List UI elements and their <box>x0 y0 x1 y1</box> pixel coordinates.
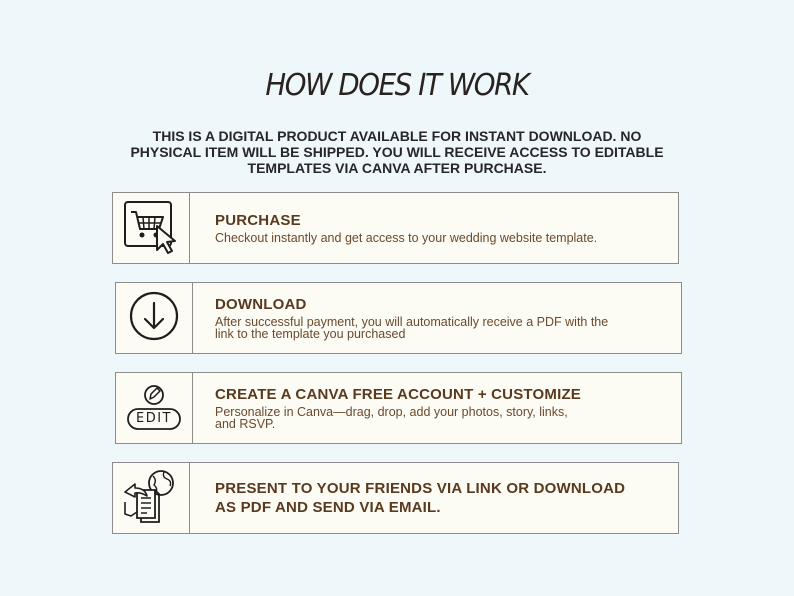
share-document-globe-icon <box>119 466 183 531</box>
shopping-cart-cursor-icon <box>119 196 183 261</box>
step-title: DOWNLOAD <box>215 296 307 313</box>
step-description-line-2: and RSVP. <box>215 417 276 431</box>
download-arrow-icon <box>126 288 182 349</box>
step-customize <box>115 372 682 444</box>
step-title: CREATE A CANVA FREE ACCOUNT + CUSTOMIZE <box>215 386 582 403</box>
step-title: PURCHASE <box>215 212 301 229</box>
step-description-line-2: link to the template you purchased <box>215 327 406 341</box>
edit-pencil-icon <box>124 379 184 437</box>
step-present <box>112 462 679 534</box>
step-title-line-1: PRESENT TO YOUR FRIENDS VIA LINK OR DOWNLOAD <box>215 480 626 497</box>
edit-icon-label: EDIT <box>136 411 172 426</box>
step-download <box>115 282 682 354</box>
step-description-line-1: Personalize in Canva—drag, drop, add your photos, story, links, <box>215 405 568 419</box>
step-description-line-1: After successful payment, you will automatically receive a PDF with the <box>215 315 609 329</box>
intro-text: THIS IS A DIGITAL PRODUCT AVAILABLE FOR INSTANT DOWNLOAD. NO PHYSICAL ITEM WILL BE SHIPPED. YOU WILL RECEIVE ACCESS TO EDITABLE TEMPLATES VIA CANVA AFTER PURCHASE. <box>130 128 664 176</box>
step-title-line-2: AS PDF AND SEND VIA EMAIL. <box>215 499 441 516</box>
step-purchase <box>112 192 679 264</box>
page-title: HOW DOES IT WORK <box>265 68 529 103</box>
step-description: Checkout instantly and get access to your wedding website template. <box>215 231 598 245</box>
